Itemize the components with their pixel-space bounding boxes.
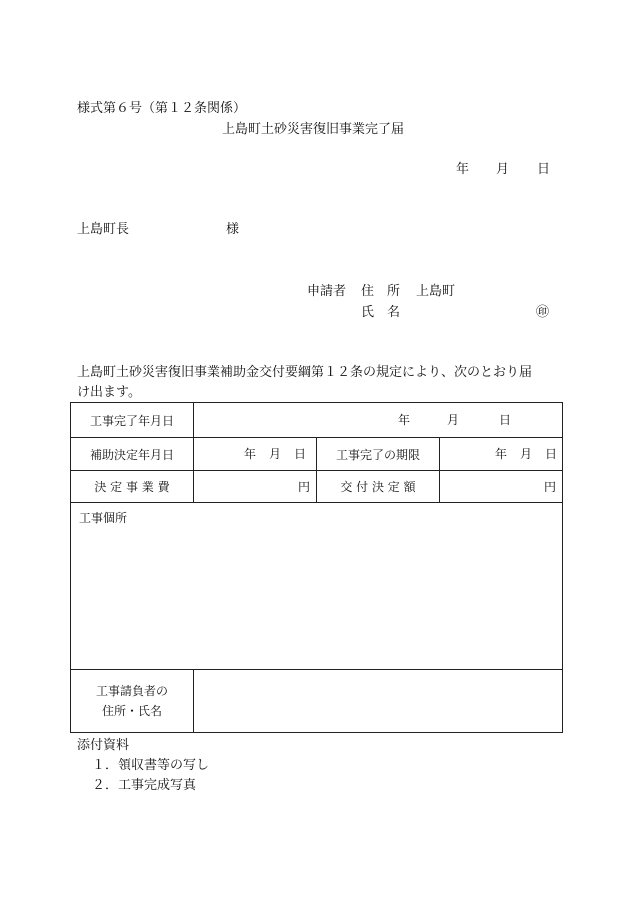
decided-cost-unit: 円 bbox=[297, 480, 310, 494]
address-value: 上島町 bbox=[416, 284, 456, 299]
subsidy-decision-date-field[interactable] bbox=[194, 438, 317, 471]
completion-date-field[interactable] bbox=[194, 403, 563, 438]
body-text-line2: け出ます。 bbox=[77, 385, 141, 400]
decided-cost-label: 決 定 事 業 費 bbox=[71, 471, 194, 503]
applicant-label: 申請者 bbox=[307, 284, 347, 299]
completion-date-label: 工事完了年月日 bbox=[71, 403, 194, 438]
table-row bbox=[71, 403, 563, 438]
subsidy-decision-date-label: 補助決定年月日 bbox=[71, 438, 194, 471]
completion-deadline-label: 工事完了の期限 bbox=[317, 438, 440, 471]
subsidy-date-day: 日 bbox=[294, 447, 307, 461]
attachment-item: １．領収書等の写し bbox=[92, 758, 210, 773]
deadline-month: 月 bbox=[520, 447, 533, 461]
location-label: 工事個所 bbox=[79, 511, 128, 525]
date-year: 年 bbox=[456, 162, 470, 177]
subsidy-date-year: 年 bbox=[244, 447, 257, 461]
addressee-honorific: 様 bbox=[226, 222, 240, 237]
contractor-field[interactable] bbox=[194, 670, 563, 733]
addressee-name: 上島町長 bbox=[77, 222, 130, 237]
contractor-label-line1: 工事請負者の bbox=[95, 684, 168, 698]
body-text-line1: 上島町土砂災害復旧事業補助金交付要綱第１２条の規定により、次のとおり届 bbox=[77, 365, 533, 380]
completion-date-month: 月 bbox=[447, 413, 460, 427]
table-row bbox=[71, 471, 563, 503]
table-row bbox=[71, 670, 563, 733]
decided-cost-field[interactable] bbox=[194, 471, 317, 503]
grant-amount-unit: 円 bbox=[544, 480, 557, 494]
date-day: 日 bbox=[537, 162, 551, 177]
table-row bbox=[71, 503, 563, 670]
name-label: 氏 名 bbox=[361, 305, 401, 320]
subsidy-date-month: 月 bbox=[269, 447, 282, 461]
contractor-label bbox=[71, 670, 194, 733]
attachment-item: ２．工事完成写真 bbox=[92, 778, 197, 793]
completion-date-day: 日 bbox=[499, 413, 512, 427]
document-title: 上島町土砂災害復旧事業完了届 bbox=[222, 122, 405, 137]
completion-deadline-field[interactable] bbox=[440, 438, 563, 471]
seal-mark: ㊞ bbox=[536, 305, 550, 320]
grant-amount-label: 交 付 決 定 額 bbox=[317, 471, 440, 503]
deadline-year: 年 bbox=[495, 447, 508, 461]
attachments-title: 添付資料 bbox=[77, 738, 130, 753]
contractor-label-line2: 住所・氏名 bbox=[101, 704, 162, 718]
completion-date-year: 年 bbox=[398, 413, 411, 427]
completion-report-table bbox=[70, 402, 563, 733]
address-label: 住 所 bbox=[361, 284, 401, 299]
grant-amount-field[interactable] bbox=[440, 471, 563, 503]
form-number: 様式第６号（第１２条関係） bbox=[77, 101, 247, 116]
table-row bbox=[71, 438, 563, 471]
date-month: 月 bbox=[496, 162, 510, 177]
location-field[interactable] bbox=[71, 503, 563, 670]
deadline-day: 日 bbox=[545, 447, 558, 461]
